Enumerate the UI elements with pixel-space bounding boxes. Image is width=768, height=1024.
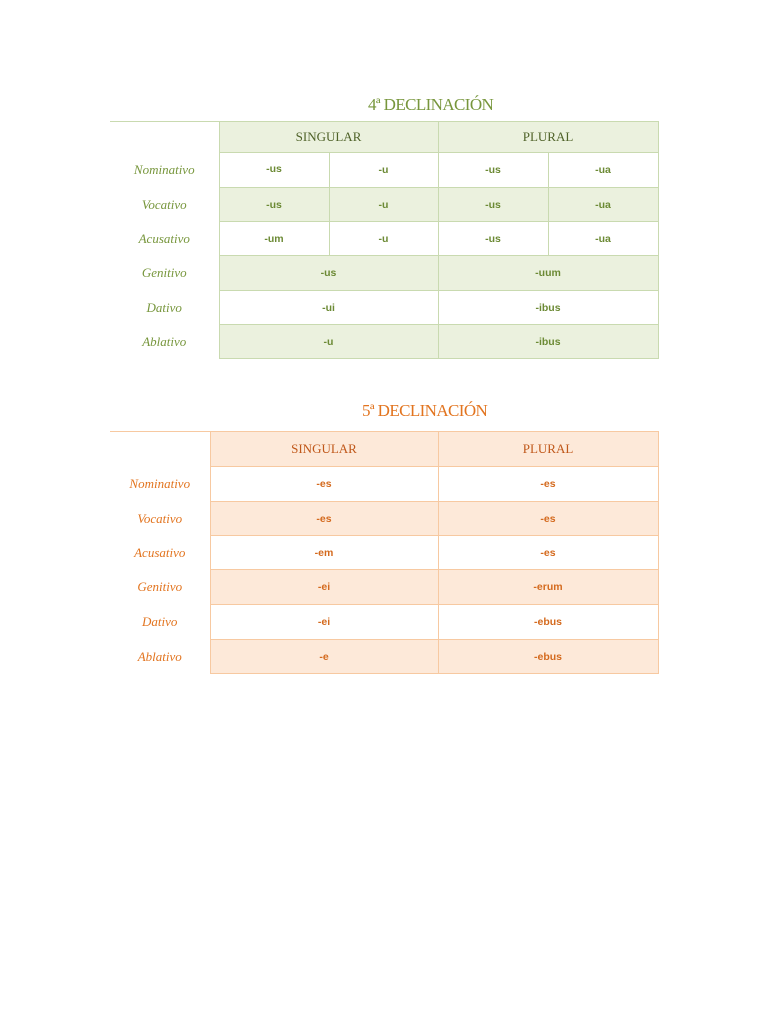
case-label-genitivo: Genitivo <box>141 265 187 280</box>
case-label-vocativo: Vocativo <box>137 510 183 526</box>
case-label-dativo: Dativo <box>146 299 182 315</box>
ending-cell: -ebus <box>438 640 658 674</box>
ending-cell: -ei <box>210 605 438 640</box>
case-label-dativo: Dativo <box>142 614 178 629</box>
ending-cell: -ua <box>548 153 658 188</box>
ending-cell: -us <box>219 153 329 188</box>
ending-cell: -u <box>219 325 438 359</box>
plural-header: PLURAL <box>438 122 658 153</box>
ending-cell: -ui <box>219 291 438 325</box>
ending-cell: -ebus <box>438 605 658 640</box>
ending-cell: -us <box>219 188 329 222</box>
ending-cell: -u <box>329 153 438 188</box>
header-spacer <box>110 432 210 467</box>
plural-header: PLURAL <box>438 432 658 467</box>
fourth-declension-title: 4ª DECLINACIÓN <box>368 95 494 114</box>
ending-cell: -us <box>438 153 548 188</box>
ending-cell: -u <box>329 222 438 256</box>
ending-cell: -ua <box>548 222 658 256</box>
ending-cell: -ua <box>548 188 658 222</box>
ending-cell: -u <box>329 188 438 222</box>
case-label-ablativo: Ablativo <box>142 333 187 349</box>
ending-cell: -ei <box>210 570 438 605</box>
ending-cell: -es <box>438 502 658 536</box>
ending-cell: -us <box>438 188 548 222</box>
ending-cell: -es <box>210 502 438 536</box>
ending-cell: -erum <box>438 570 658 605</box>
header-spacer <box>110 122 219 153</box>
singular-header: SINGULAR <box>219 122 438 153</box>
ending-cell: -es <box>438 467 658 502</box>
ending-cell: -uum <box>438 256 658 291</box>
case-label-nominativo: Nominativo <box>133 162 195 177</box>
fourth-declension-table <box>110 121 659 359</box>
case-label-acusativo: Acusativo <box>134 544 186 560</box>
fifth-declension-title: 5ª DECLINACIÓN <box>362 401 488 420</box>
case-label-genitivo: Genitivo <box>137 579 183 594</box>
ending-cell: -ibus <box>438 291 658 325</box>
ending-cell: -em <box>210 536 438 570</box>
ending-cell: -es <box>438 536 658 570</box>
case-label-nominativo: Nominativo <box>129 476 191 491</box>
ending-cell: -es <box>210 467 438 502</box>
ending-cell: -um <box>219 222 329 256</box>
singular-header: SINGULAR <box>210 432 438 467</box>
ending-cell: -us <box>219 256 438 291</box>
ending-cell: -ibus <box>438 325 658 359</box>
case-label-ablativo: Ablativo <box>137 648 182 664</box>
ending-cell: -us <box>438 222 548 256</box>
case-label-vocativo: Vocativo <box>141 196 187 212</box>
ending-cell: -e <box>210 640 438 674</box>
case-label-acusativo: Acusativo <box>138 230 190 246</box>
fifth-declension-table <box>110 431 659 674</box>
